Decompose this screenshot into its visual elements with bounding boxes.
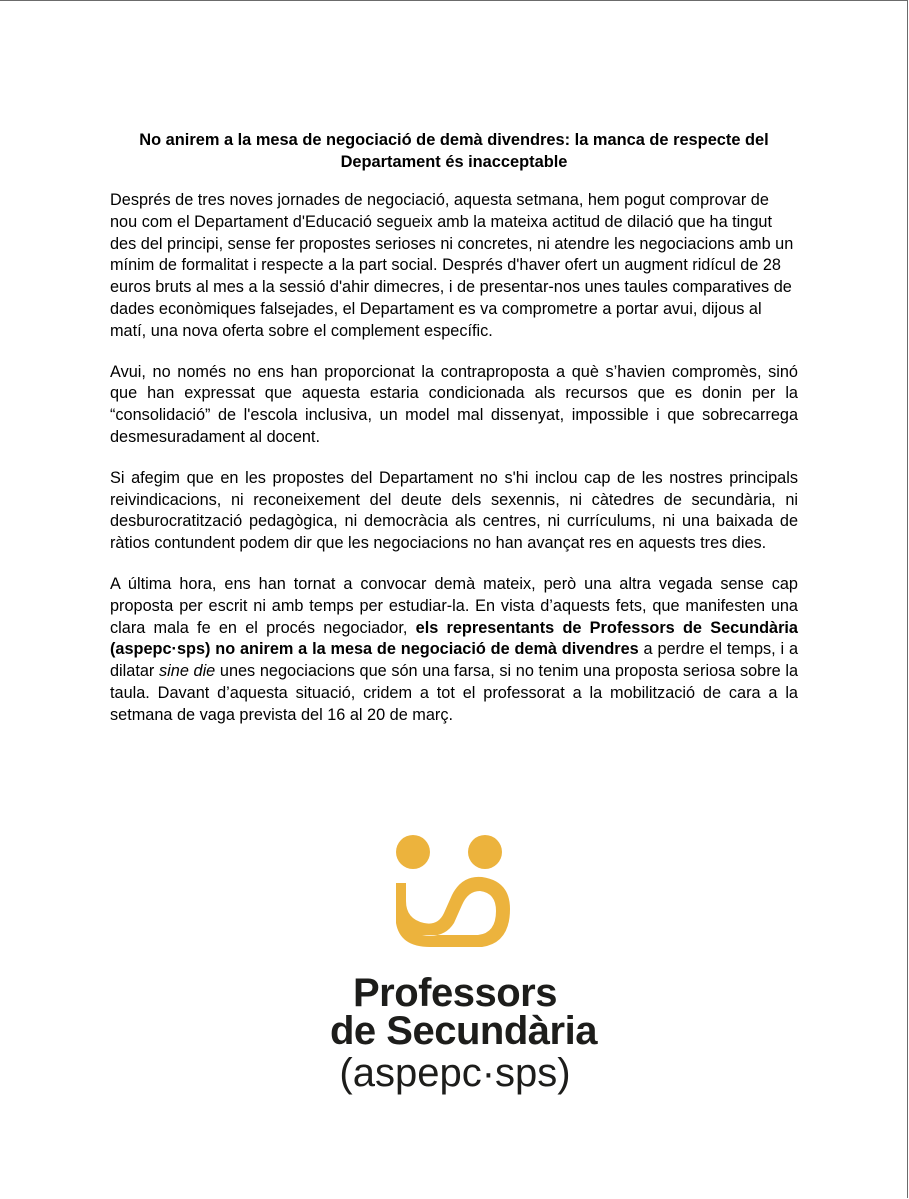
paragraph-1: Després de tres noves jornades de negociació, aquesta setmana, hem pogut comprovar de nou com el Departament d'Educació segueix amb la mateixa actitud de dilació que ha tingut des del principi, sense fer propostes serioses ni concretes, ni atendre les negociacions amb un mínim de formalitat i respecte a la part social. Després d'haver ofert un augment ridícul de 28 euros bruts al mes a la sessió d'ahir dimecres, i de presentar-nos unes taules comparatives de dades econòmiques falsejades, el Departament es va comprometre a portar avui, dijous al matí, una nova oferta sobre el complement específic. [110,191,794,340]
logo-dot-right [468,835,502,869]
document-title: No anirem a la mesa de negociació de demà divendres: la manca de respecte del Departament és inacceptable [139,131,769,171]
paragraph-4 [110,574,798,727]
logo-mark-icon [390,831,520,956]
logo-text-line-3: (aspepc·sps) [339,1051,571,1095]
paragraph-4-italic: sine die [159,662,216,681]
paragraph-4-text-a: A última hora, ens han tornat a convocar demà mateix, però una altra vegada sense cap proposta per escrit ni amb temps per estudiar-la. En vista d’aquests fets, que manifesten una clara mala fe en el procés negociador, [110,574,798,637]
paragraph-2: Avui, no només no ens han proporcionat la contraproposta a què s’havien compromès, sinó que han expressat que aquesta estaria condicionada als recursos que es donin per la “consolidació” de l'escola inclusiva, un model mal dissenyat, impossible i que sobrecarrega desmesuradament al docent. [110,362,798,446]
logo-wave [396,877,510,947]
document-body [110,190,798,746]
logo-text-line-2: de Secundària [330,1009,597,1053]
paragraph-4-text-b: a perdre el temps, i a dilatar [110,640,799,681]
paragraph-3: Si afegim que en les propostes del Departament no s'hi inclou cap de les nostres principals reivindicacions, ni reconeixement del deute dels sexennis, ni càtedres de secundària, ni desburocratització pedagògica, ni democràcia als centres, ni currículums, ni una baixada de ràtios contundent podem dir que les negociacions no han avançat res en aquests tres dies. [110,468,798,553]
logo-text-line-1: Professors [353,971,557,1015]
paragraph-4-text-c: unes negociacions que són una farsa, si no tenim una proposta seriosa sobre la taula. Davant d’aquesta situació, cridem a tot el professorat a la mobilització de cara a la setmana de vaga prevista del 16 al 20 de març. [110,662,799,724]
logo-dot-left [396,835,430,869]
organization-logo [330,831,597,1101]
paragraph-4-bold: els representants de Professors de Secundària (aspepc·sps) no anirem a la mesa de negociació de demà divendres [110,618,798,659]
